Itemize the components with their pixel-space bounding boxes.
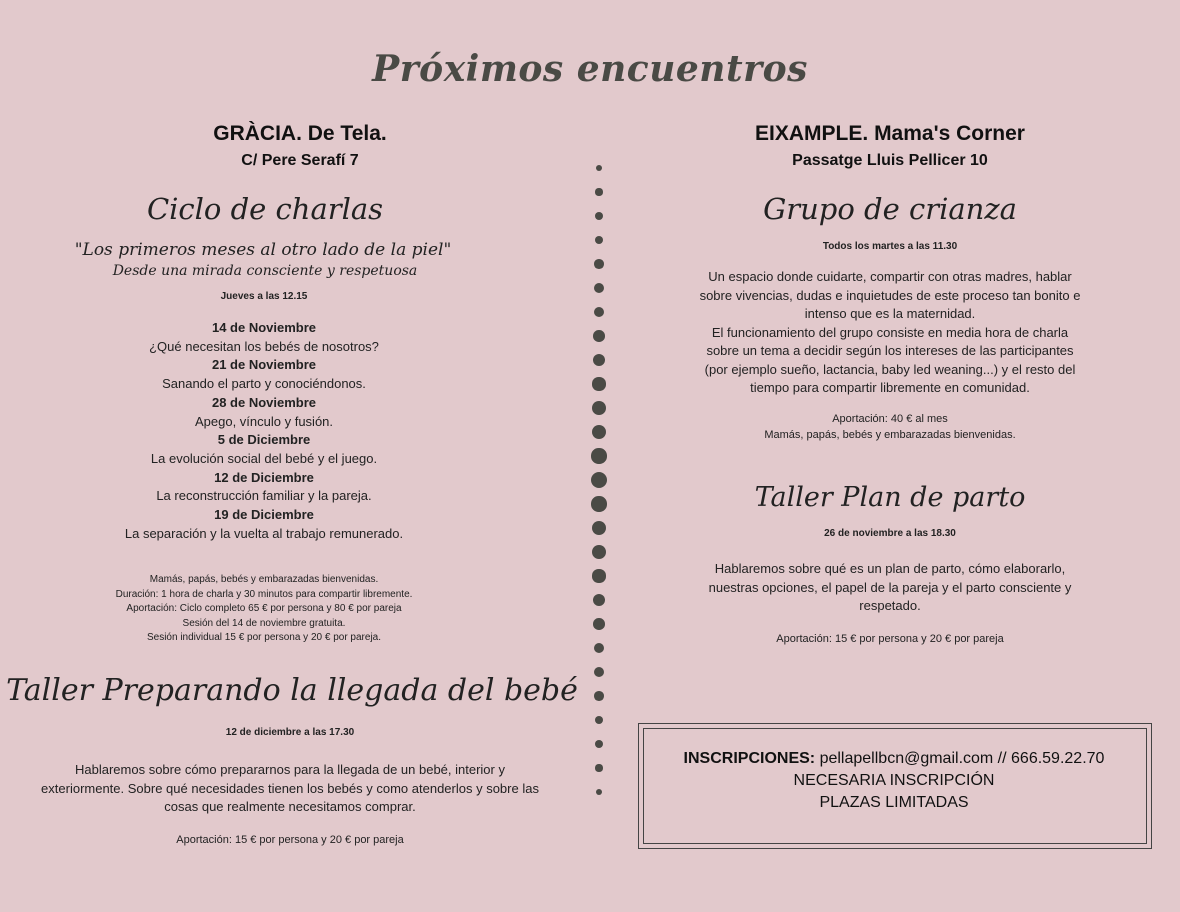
inscriptions-contact-line [643,748,1145,770]
note-line: Duración: 1 hora de charla y 30 minutos para compartir libremente. [115,588,413,600]
plan-parto-description [590,560,1180,616]
session-topic: La evolución social del bebé y el juego. [150,450,378,466]
session-topic: La separación y la vuelta al trabajo remunerado. [124,525,404,541]
description-line: Hablaremos sobre qué es un plan de parto, cómo elaborarlo, [714,561,1066,576]
description-line: sobre vivencias, dudas e inquietudes de este proceso tan bonito e [699,287,1081,303]
divider-dot [593,618,605,630]
event-time-ciclo: Jueves a las 12.15 [220,291,308,302]
session-date: 21 de Noviembre [211,357,317,373]
taller-bebe-description [0,761,590,817]
inscriptions-label: INSCRIPCIONES: [683,750,816,767]
event-time-grupo: Todos los martes a las 11.30 [822,241,958,252]
page-title: Próximos encuentros [372,48,808,90]
event-subtitle-1: "Los primeros meses al otro lado de la piel" [74,240,452,260]
event-time-plan-parto: 26 de noviembre a las 18.30 [824,528,956,539]
session-date: 5 de Diciembre [217,432,311,448]
session-date: 28 de Noviembre [211,394,317,410]
event-heading-plan-parto: Taller Plan de parto [754,482,1026,513]
session-topic: Sanando el parto y conociéndonos. [162,376,366,392]
description-line: exteriormente. Sobre qué necesidades tienen los bebés y como atenderlos y sobre las [41,780,539,796]
description-line: sobre un tema a decidir según los intereses de las participantes [706,343,1074,358]
divider-dot [595,764,602,771]
venue-eixample: EIXAMPLE. Mama's Corner [755,122,1025,145]
session-list [0,319,564,543]
description-line: intenso que es la maternidad. [804,306,976,321]
note-line: Aportación: 40 € al mes [832,413,948,425]
inscriptions-box [643,748,1145,814]
grupo-notes [590,411,1180,443]
description-line: Un espacio donde cuidarte, compartir con otras madres, hablar [708,269,1072,284]
note-line: Mamás, papás, bebés y embarazadas bienvenidas. [149,574,379,585]
inscriptions-limited: PLAZAS LIMITADAS [819,794,969,811]
session-topic: Apego, vínculo y fusión. [194,413,334,429]
description-line: El funcionamiento del grupo consiste en media hora de charla [711,324,1069,340]
ciclo-notes [0,573,564,646]
divider-dot [595,716,604,725]
session-topic: La reconstrucción familiar y la pareja. [156,488,372,504]
divider-dot [594,691,603,700]
description-line: Hablaremos sobre cómo prepararnos para la llegada de un bebé, interior y [75,762,505,777]
inscriptions-contact[interactable]: pellapellbcn@gmail.com // 666.59.22.70 [819,750,1105,767]
note-line: Mamás, papás, bebés y embarazadas bienvenidas. [764,429,1016,441]
divider-dot [596,789,603,796]
address-gracia: C/ Pere Serafí 7 [241,152,359,169]
note-line: Sesión del 14 de noviembre gratuita. [182,617,346,629]
event-subtitle-2: Desde una mirada consciente y respetuosa [112,263,418,279]
divider-dot [595,740,603,748]
dotted-divider [592,160,606,800]
session-date: 12 de Diciembre [214,469,314,485]
plan-parto-price: Aportación: 15 € por persona y 20 € por pareja [776,633,1004,645]
venue-gracia: GRÀCIA. De Tela. [213,122,387,145]
description-line: tiempo para compartir libremente en comunidad. [750,380,1030,395]
description-line: respetado. [859,598,921,613]
event-time-taller-bebe: 12 de diciembre a las 17.30 [225,727,355,738]
inscriptions-required: NECESARIA INSCRIPCIÓN [793,772,995,789]
session-date: 19 de Diciembre [214,507,314,523]
event-heading-ciclo: Ciclo de charlas [146,192,384,226]
description-line: cosas que realmente necesitamos comprar. [164,799,416,814]
taller-bebe-price: Aportación: 15 € por persona y 20 € por pareja [176,834,404,846]
description-line: nuestras opciones, el papel de la pareja y el parto consciente y [708,579,1072,595]
description-line: (por ejemplo sueño, lactancia, baby led weaning...) y el resto del [704,361,1076,377]
session-topic: ¿Qué necesitan los bebés de nosotros? [149,338,379,354]
note-line: Aportación: Ciclo completo 65 € por persona y 80 € por pareja [126,603,402,614]
address-eixample: Passatge Lluis Pellicer 10 [792,152,988,169]
event-heading-taller-bebe: Taller Preparando la llegada del bebé [6,673,578,708]
grupo-description [590,268,1180,398]
divider-dot [592,545,606,559]
note-line: Sesión individual 15 € por persona y 20 € por pareja. [146,632,382,643]
event-heading-grupo: Grupo de crianza [763,192,1017,226]
divider-dot [591,448,606,463]
session-date: 14 de Noviembre [211,320,317,335]
divider-dot [594,667,604,677]
